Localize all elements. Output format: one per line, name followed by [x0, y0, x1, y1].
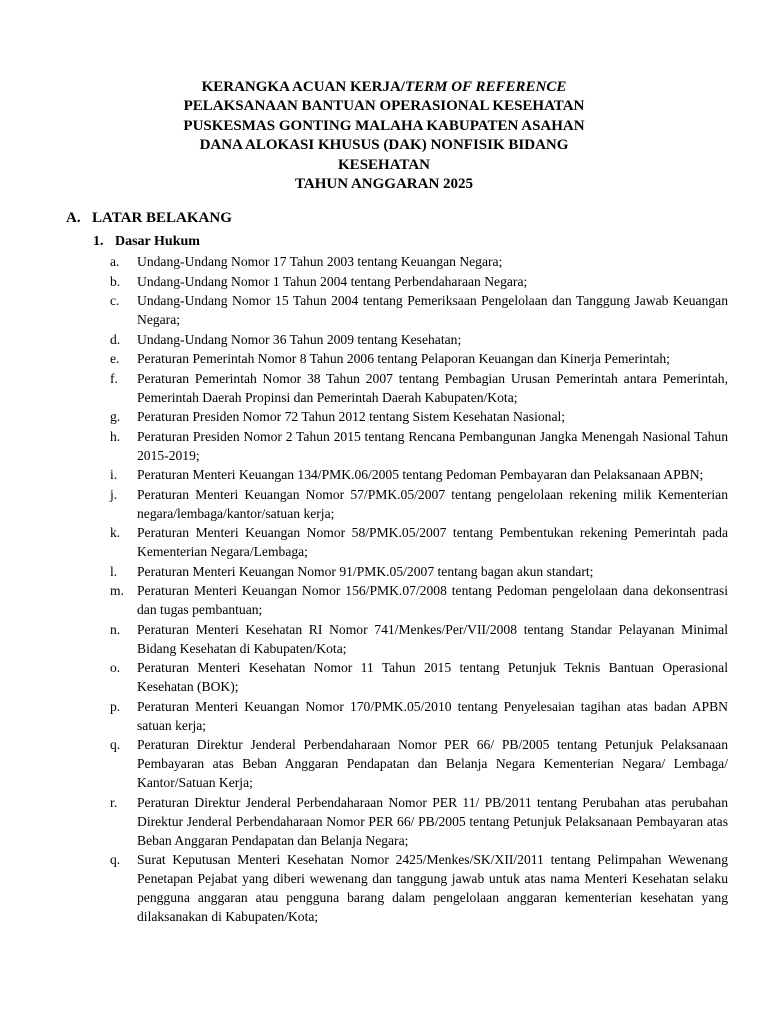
section-letter: A. [66, 210, 81, 226]
list-item [0, 369, 728, 407]
list-item-text: Peraturan Pemerintah Nomor 8 Tahun 2006 tentang Pelaporan Keuangan dan Kinerja Pemerintah; [137, 351, 670, 366]
list-marker: r. [110, 794, 118, 810]
list-item [0, 427, 728, 465]
section-heading [66, 209, 232, 228]
list-item-text: Peraturan Pemerintah Nomor 38 Tahun 2007 tentang Pembagian Urusan Pemerintah antara Pemerintah, Pemerintah Daerah Propinsi dan Pemerintah Daerah Kabupaten/Kota; [137, 370, 728, 405]
list-item-text: Peraturan Menteri Keuangan Nomor 57/PMK.05/2007 tentang pengelolaan rekening milik Kementerian negara/lembaga/kantor/satuan kerja; [137, 486, 728, 521]
list-item [0, 272, 728, 291]
list-item-text: Peraturan Direktur Jenderal Perbendaharaan Nomor PER 11/ PB/2011 tentang Perubahan atas perubahan Direktur Jenderal Perbendaharaan Nomor PER 66/ PB/2005 tentang Petunjuk Pelaksanaan Pembayaran atas Beban Anggaran Pendapatan dan Belanja Negara; [137, 794, 728, 848]
title-line-1-plain: KERANGKA ACUAN KERJA/ [201, 79, 405, 95]
list-item [0, 291, 728, 329]
list-item-text: Peraturan Menteri Kesehatan RI Nomor 741/Menkes/Per/VII/2008 tentang Standar Pelayanan Minimal Bidang Kesehatan di Kabupaten/Kota; [137, 621, 728, 656]
list-item-text: Peraturan Menteri Keuangan Nomor 170/PMK.05/2010 tentang Penyelesaian tagihan atas badan APBN satuan kerja; [137, 698, 728, 733]
subsection-heading [93, 233, 200, 251]
document-title [100, 78, 668, 194]
legal-basis-list [0, 252, 768, 927]
list-item [0, 581, 728, 619]
list-marker: m. [110, 583, 124, 598]
list-marker: i. [110, 467, 118, 482]
list-item-text: Surat Keputusan Menteri Kesehatan Nomor 2425/Menkes/SK/XII/2011 tentang Pelimpahan Wewenang Penetapan Pejabat yang diberi wewenang dan tanggung jawab untuk atas nama Menteri Kesehatan selaku pengguna anggaran atau pengguna barang dalam pengelolaan anggaran kementerian kesehatan yang dilaksanakan di Kabupaten/Kota; [137, 852, 728, 924]
list-item [0, 658, 728, 696]
list-marker: q. [110, 852, 121, 867]
list-item-text: Peraturan Presiden Nomor 2 Tahun 2015 tentang Rencana Pembangunan Jangka Menengah Nasional Tahun 2015-2019; [137, 428, 728, 463]
title-line-6: TAHUN ANGGARAN 2025 [294, 176, 474, 193]
list-item-text: Peraturan Direktur Jenderal Perbendaharaan Nomor PER 66/ PB/2005 tentang Petunjuk Pelaksanaan Pembayaran atas Beban Anggaran Pendapatan dan Belanja Negara Kementerian Negara/ Lembaga/ Kantor/Satuan Kerja; [137, 737, 728, 790]
subsection-title: Dasar Hukum [115, 234, 200, 249]
title-line-1-italic: TERM OF REFERENCE [404, 79, 567, 95]
list-marker: h. [110, 428, 121, 444]
list-item [0, 407, 728, 426]
title-line-3: PUSKESMAS GONTING MALAHA KABUPATEN ASAHAN [183, 117, 585, 134]
list-item-text: Peraturan Presiden Nomor 72 Tahun 2012 tentang Sistem Kesehatan Nasional; [137, 409, 566, 424]
list-item [0, 465, 728, 484]
list-marker: l. [110, 563, 118, 579]
list-item-text: Undang-Undang Nomor 15 Tahun 2004 tentang Pemeriksaan Pengelolaan dan Tanggung Jawab Keuangan Negara; [137, 293, 728, 327]
list-marker: p. [110, 698, 121, 714]
list-item [0, 349, 728, 368]
list-item [0, 523, 728, 561]
list-item-text: Peraturan Menteri Keuangan 134/PMK.06/2005 tentang Pedoman Pembayaran dan Pelaksanaan APBN; [137, 467, 704, 482]
subsection-number: 1. [93, 234, 104, 249]
list-item [0, 620, 728, 658]
list-item-text: Peraturan Menteri Keuangan Nomor 156/PMK.07/2008 tentang Pedoman pengelolaan dana dekonsentrasi dan tugas pembantuan; [137, 583, 728, 617]
title-line-4: DANA ALOKASI KHUSUS (DAK) NONFISIK BIDANG [199, 137, 569, 154]
list-item-text: Undang-Undang Nomor 36 Tahun 2009 tentang Kesehatan; [137, 331, 462, 347]
title-line-2: PELAKSANAAN BANTUAN OPERASIONAL KESEHATAN [183, 98, 585, 115]
list-marker: g. [110, 409, 121, 424]
list-marker: d. [110, 331, 121, 347]
list-item-text: Peraturan Menteri Keuangan Nomor 91/PMK.05/2007 tentang bagan akun standart; [137, 563, 594, 579]
list-marker: e. [110, 351, 120, 366]
section-title: LATAR BELAKANG [92, 210, 232, 226]
list-item [0, 735, 728, 792]
list-marker: k. [110, 525, 121, 540]
list-item [0, 562, 728, 581]
list-marker: j. [110, 486, 118, 502]
list-marker: o. [110, 660, 121, 675]
list-item [0, 330, 728, 349]
list-item [0, 252, 728, 271]
list-item-text: Peraturan Menteri Keuangan Nomor 58/PMK.05/2007 tentang Pembentukan rekening Pemerintah pada Kementerian Negara/Lembaga; [137, 525, 728, 559]
list-item [0, 485, 728, 523]
list-marker: b. [110, 273, 121, 289]
list-marker: c. [110, 293, 120, 308]
list-marker: a. [110, 254, 120, 269]
list-item-text: Undang-Undang Nomor 1 Tahun 2004 tentang Perbendaharaan Negara; [137, 273, 528, 289]
list-item [0, 793, 728, 850]
title-line-1 [100, 78, 668, 97]
list-item-text: Undang-Undang Nomor 17 Tahun 2003 tentang Keuangan Negara; [137, 254, 503, 269]
list-marker: n. [110, 621, 121, 637]
list-marker: f. [110, 370, 118, 386]
list-item [0, 850, 728, 926]
list-item-text: Peraturan Menteri Kesehatan Nomor 11 Tahun 2015 tentang Petunjuk Teknis Bantuan Operasional Kesehatan (BOK); [137, 660, 728, 694]
list-marker: q. [110, 737, 121, 752]
list-item [0, 697, 728, 735]
title-line-5: KESEHATAN [338, 156, 430, 173]
